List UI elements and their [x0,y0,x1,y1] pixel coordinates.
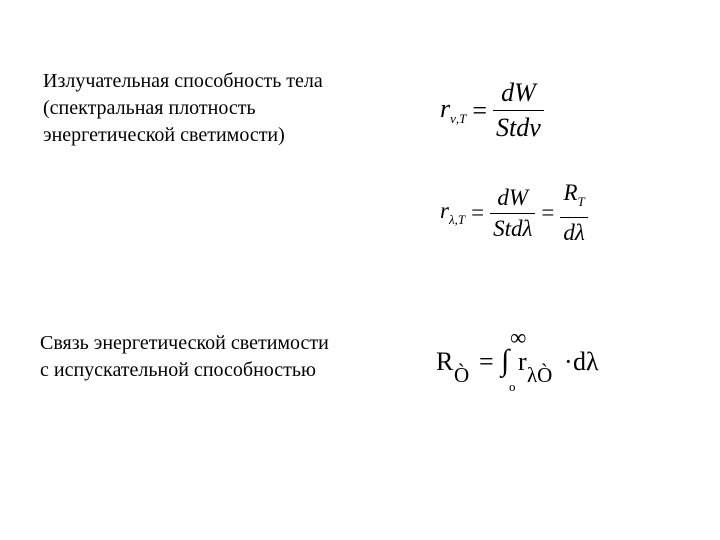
spectral-density-lambda-formula [440,178,588,248]
luminosity-subscript: Ò [454,363,470,387]
luminosity-symbol: R [436,347,454,376]
text-line: с испускательной способностью [40,359,316,381]
integral-lower-limit: o [509,379,516,394]
fraction-numerator: dW [493,76,544,111]
text-line: (спектральная плотность [43,97,256,119]
fraction-numerator: $R_T$ [560,178,587,218]
differential: dλ [573,347,599,376]
fraction-denominator: dλ [563,220,585,245]
spectral-density-nu-formula [440,76,544,145]
equals-sign: = [479,347,494,376]
text-line: Связь энергетической светимости [40,332,329,354]
integral-sign: ∫ [501,344,510,377]
fraction-denominator: Stdν [496,113,541,142]
fraction [493,76,544,145]
fraction-denominator: Stdλ [493,215,533,241]
luminosity-integral-formula [436,325,616,394]
emissivity-subscript: λÒ [527,363,553,387]
luminosity-relation-text [40,330,329,384]
integral-upper-limit: ∞ [510,325,527,350]
fraction-numerator: dW [490,183,535,214]
emissivity-definition-text [43,68,323,149]
formula-lhs: $r_{\nu,T}$ [440,94,467,126]
equals-sign: = [541,200,555,225]
fraction [490,183,535,244]
multiplication-dot: · [564,347,573,376]
text-line: Излучательная способность тела [43,70,323,92]
formula-lhs: $r_{\lambda,T}$ [440,198,466,227]
text-line: энергетической светимости) [43,124,285,146]
equals-sign: = [472,95,488,125]
fraction [560,178,587,248]
equals-sign: = [471,200,485,225]
emissivity-symbol: r [518,347,527,376]
